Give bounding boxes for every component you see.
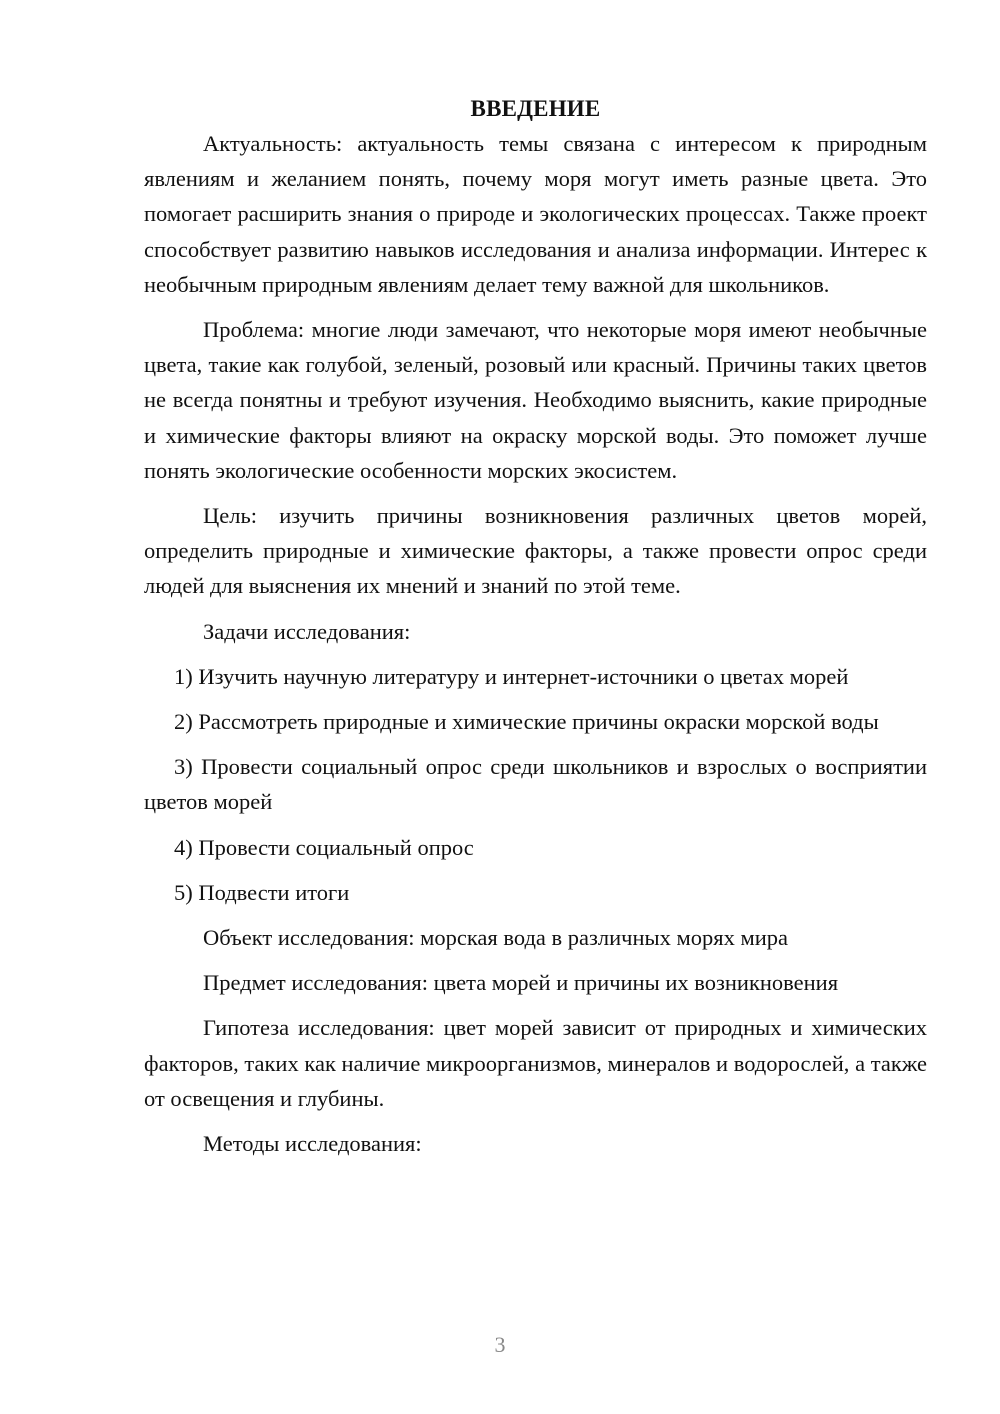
document-page xyxy=(144,92,927,1171)
relevance-paragraph: Актуальность: актуальность темы связана с интересом к природным явлениям и желанием понять, почему моря могут иметь разные цвета. Это помогает расширить знания о природе и экологических процессах. Также проект способствует развитию навыков исследования и анализа информации. Интерес к необычным природным явлениям делает тему важной для школьников. xyxy=(144,131,927,297)
section-title: ВВЕДЕНИЕ xyxy=(470,96,601,121)
task-item-4: 4) Провести социальный опрос xyxy=(174,834,474,860)
task-item-3: 3) Провести социальный опрос среди школьников и взрослых о восприятии цветов морей xyxy=(144,754,927,815)
task-item-5: 5) Подвести итоги xyxy=(174,879,350,905)
task-item-2: 2) Рассмотреть природные и химические причины окраски морской воды xyxy=(174,709,879,735)
research-object: Объект исследования: морская вода в различных морях мира xyxy=(203,925,788,951)
tasks-heading: Задачи исследования: xyxy=(203,618,411,644)
research-hypothesis: Гипотеза исследования: цвет морей зависит от природных и химических факторов, таких как наличие микроорганизмов, минералов и водорослей, а также от освещения и глубины. xyxy=(144,1015,927,1111)
research-subject: Предмет исследования: цвета морей и причины их возникновения xyxy=(203,970,839,996)
page-number: 3 xyxy=(494,1332,506,1357)
problem-paragraph: Проблема: многие люди замечают, что некоторые моря имеют необычные цвета, такие как голубой, зеленый, розовый или красный. Причины таких цветов не всегда понятны и требуют изучения. Необходимо выяснить, какие природные и химические факторы влияют на окраску морской воды. Это поможет лучше понять экологические особенности морских экосистем. xyxy=(144,317,927,483)
research-methods: Методы исследования: xyxy=(203,1131,422,1157)
task-item-1: 1) Изучить научную литературу и интернет-источники о цветах морей xyxy=(174,663,849,689)
goal-paragraph: Цель: изучить причины возникновения различных цветов морей, определить природные и химические факторы, а также провести опрос среди людей для выяснения их мнений и знаний по этой теме. xyxy=(144,503,927,599)
